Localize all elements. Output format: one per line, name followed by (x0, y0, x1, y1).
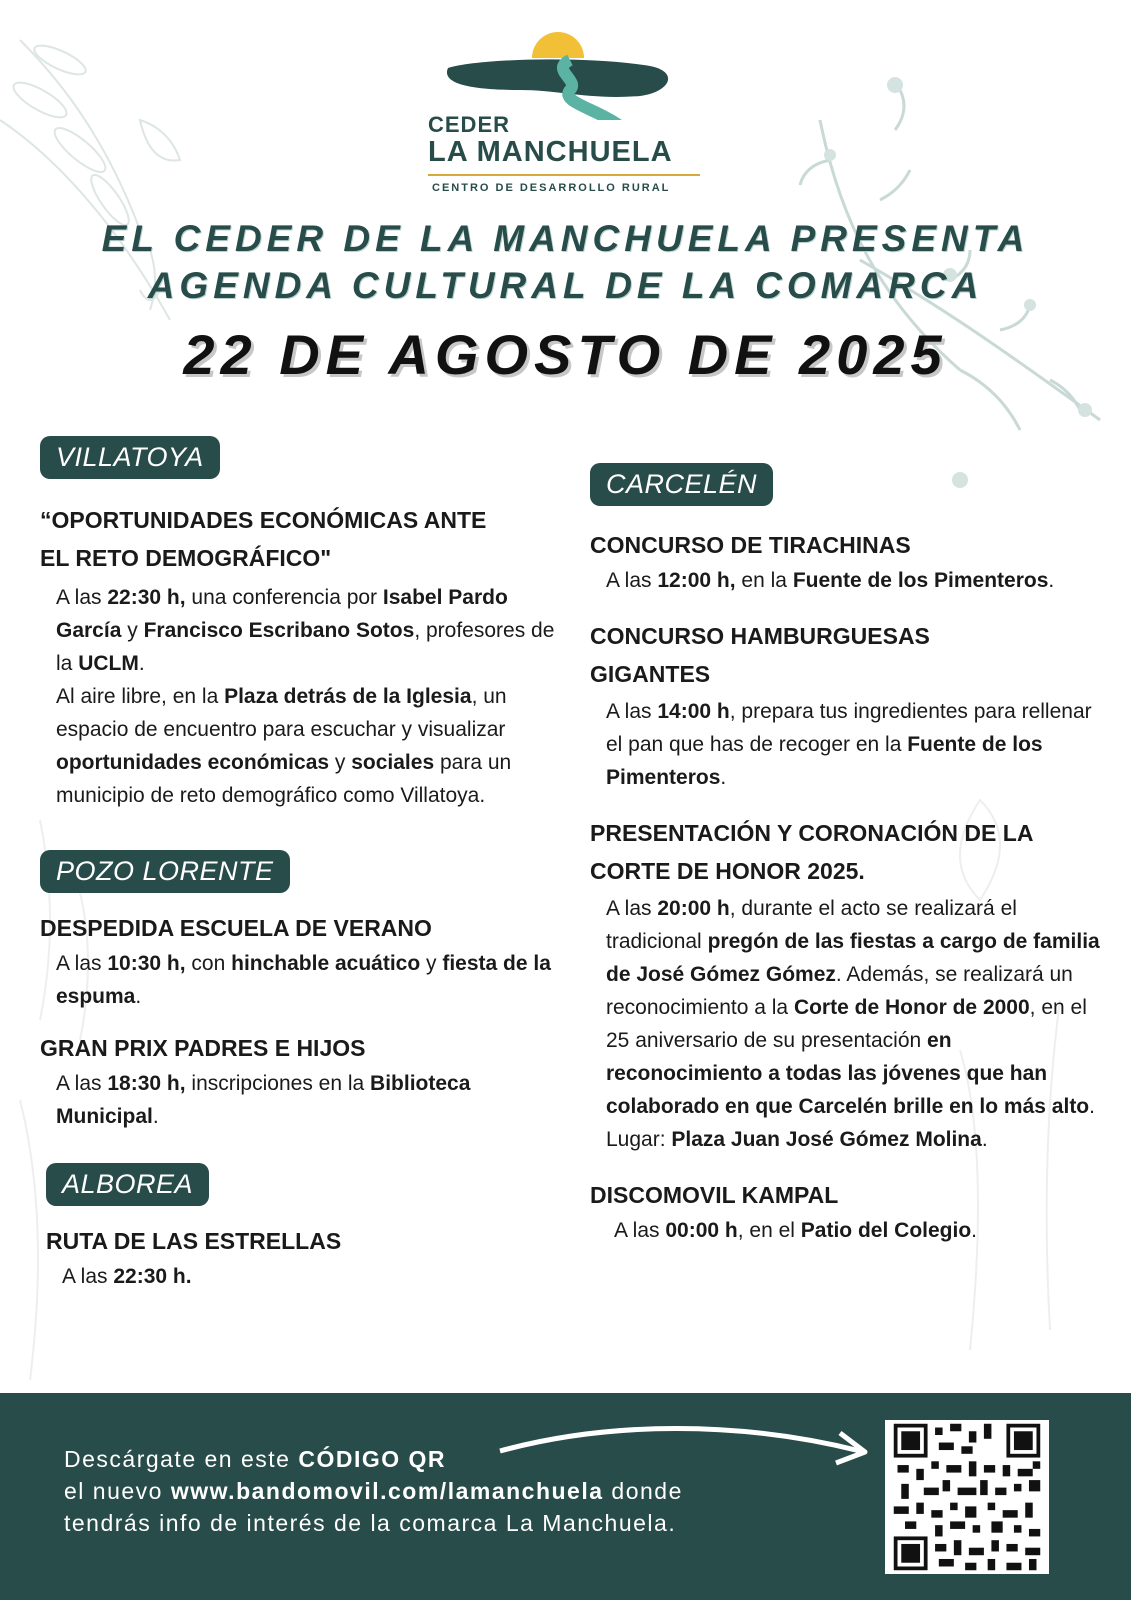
text: con (185, 952, 232, 975)
highlight: pregón de las fiestas a cargo de familia de José Gómez Gómez (606, 930, 1100, 986)
text: A las (614, 1219, 666, 1242)
text: Al aire libre, en la (56, 685, 225, 708)
event-desc-discomovil (590, 1214, 1105, 1247)
event-time: 20:00 h (657, 897, 730, 920)
text: A las (606, 569, 658, 592)
right-column (590, 463, 1105, 1247)
event-title-hamburguesas (590, 617, 1105, 693)
event-title-gran-prix: GRAN PRIX PADRES E HIJOS (40, 1035, 366, 1061)
highlight: fiesta de la espuma (56, 952, 551, 1008)
text: y (329, 751, 352, 774)
left-column (40, 436, 560, 1293)
text: Descárgate en este (64, 1446, 299, 1472)
text: . (1089, 1095, 1095, 1118)
highlight: sociales (351, 751, 435, 774)
event-desc-ruta (40, 1260, 560, 1293)
event-title-line: CORTE DE HONOR 2025. (590, 858, 865, 884)
event-desc-gran-prix (40, 1067, 560, 1133)
logo-emblem-icon (420, 30, 710, 120)
event-title-line: “OPORTUNIDADES ECONÓMICAS ANTE (40, 507, 487, 533)
title-line-1: EL CEDER DE LA MANCHUELA PRESENTA (101, 218, 1030, 259)
logo-subtitle: CENTRO DE DESARROLLO RURAL (432, 182, 671, 194)
qr-code-icon[interactable] (885, 1420, 1049, 1574)
event-title-ruta: RUTA DE LAS ESTRELLAS (46, 1228, 342, 1254)
text: tendrás info de interés de la comarca La Manchuela. (64, 1510, 677, 1536)
event-desc-oportunidades (40, 581, 560, 812)
event-date: 22 DE AGOSTO DE 2025 (183, 323, 948, 386)
highlight: en reconocimiento a todas las jóvenes que han colaborado en que Carcelén brille en lo más alto (606, 1029, 1090, 1118)
event-title-line: CONCURSO HAMBURGUESAS (590, 623, 930, 649)
highlight: CÓDIGO QR (298, 1446, 447, 1472)
ceder-logo (420, 30, 710, 200)
footer-banner (0, 1393, 1131, 1600)
text: , profesores de la (56, 619, 555, 675)
arrow-icon (490, 1411, 880, 1471)
text: . (981, 1128, 988, 1151)
text: . Además, se realizará un reconocimiento a la (606, 963, 1073, 1019)
text: , en el (737, 1219, 801, 1242)
text: inscripciones en la (185, 1072, 371, 1095)
event-desc-despedida (40, 947, 560, 1013)
text: . (135, 985, 142, 1008)
event-title-oportunidades (40, 501, 560, 577)
speaker-name: Francisco Escribano Sotos (143, 619, 415, 642)
text: el nuevo (64, 1478, 171, 1504)
event-desc-hamburguesas (590, 695, 1105, 794)
text: A las (56, 586, 108, 609)
town-badge-alborea: ALBOREA (46, 1163, 209, 1206)
title-line-2: AGENDA CULTURAL DE LA COMARCA (147, 265, 984, 306)
event-place: Biblioteca Municipal (56, 1072, 471, 1128)
highlight: Corte de Honor de 2000 (793, 996, 1030, 1019)
event-time: 00:00 h (665, 1219, 738, 1242)
text: Lugar: (606, 1128, 672, 1151)
text: una conferencia por (185, 586, 383, 609)
text: . (1048, 569, 1055, 592)
event-time: 10:30 h, (107, 952, 186, 975)
logo-text-ceder: CEDER (428, 112, 511, 137)
event-place: Patio del Colegio (800, 1219, 972, 1242)
text: A las (62, 1265, 114, 1288)
website-link[interactable]: www.bandomovil.com/lamanchuela (170, 1478, 604, 1504)
event-title-line: EL RETO DEMOGRÁFICO" (40, 545, 332, 571)
event-title-coronacion (590, 814, 1105, 890)
highlight: oportunidades económicas (56, 751, 330, 774)
event-title-line: PRESENTACIÓN Y CORONACIÓN DE LA (590, 820, 1034, 846)
event-place: Fuente de los Pimenteros (606, 733, 1043, 789)
text: en la (735, 569, 793, 592)
text: y (121, 619, 144, 642)
event-place: Fuente de los Pimenteros (792, 569, 1049, 592)
text: donde (603, 1478, 683, 1504)
town-badge-pozo-lorente: POZO LORENTE (40, 850, 290, 893)
text: . (720, 766, 727, 789)
event-desc-coronacion (590, 892, 1105, 1156)
event-place: Plaza detrás de la Iglesia (224, 685, 472, 708)
event-title-tirachinas: CONCURSO DE TIRACHINAS (590, 532, 911, 558)
text: A las (606, 700, 658, 723)
text: , durante el acto se realizará el tradicional (606, 897, 1017, 953)
text: . (971, 1219, 977, 1242)
text: A las (56, 1072, 108, 1095)
event-desc-tirachinas (590, 564, 1105, 597)
town-badge-carcelen: CARCELÉN (590, 463, 773, 506)
event-time: 12:00 h, (657, 569, 736, 592)
text: A las (56, 952, 108, 975)
speaker-name: Isabel Pardo García (56, 586, 508, 642)
text: A las (606, 897, 658, 920)
text: , prepara tus ingredientes para rellenar el pan que has de recoger en la (606, 700, 1092, 756)
event-place: Plaza Juan José Gómez Molina (671, 1128, 982, 1151)
town-badge-villatoya: VILLATOYA (40, 436, 220, 479)
text: , un espacio de encuentro para escuchar y visualizar (56, 685, 507, 741)
event-title-line: GIGANTES (590, 661, 711, 687)
event-title-discomovil: DISCOMOVIL KAMPAL (590, 1182, 839, 1208)
text: y (420, 952, 443, 975)
institution: UCLM (78, 652, 139, 675)
text: . (138, 652, 145, 675)
highlight: hinchable acuático (231, 952, 421, 975)
text: . (152, 1105, 159, 1128)
event-time: 14:00 h (657, 700, 730, 723)
logo-divider (428, 174, 700, 176)
event-title-despedida: DESPEDIDA ESCUELA DE VERANO (40, 915, 432, 941)
event-time: 22:30 h, (107, 586, 186, 609)
event-time: 22:30 h. (113, 1265, 192, 1288)
event-time: 18:30 h, (107, 1072, 186, 1095)
text: , en el 25 aniversario de su presentación (606, 996, 1087, 1052)
logo-text-name: LA MANCHUELA (428, 136, 673, 168)
text: para un municipio de reto demográfico como Villatoya. (56, 751, 512, 807)
